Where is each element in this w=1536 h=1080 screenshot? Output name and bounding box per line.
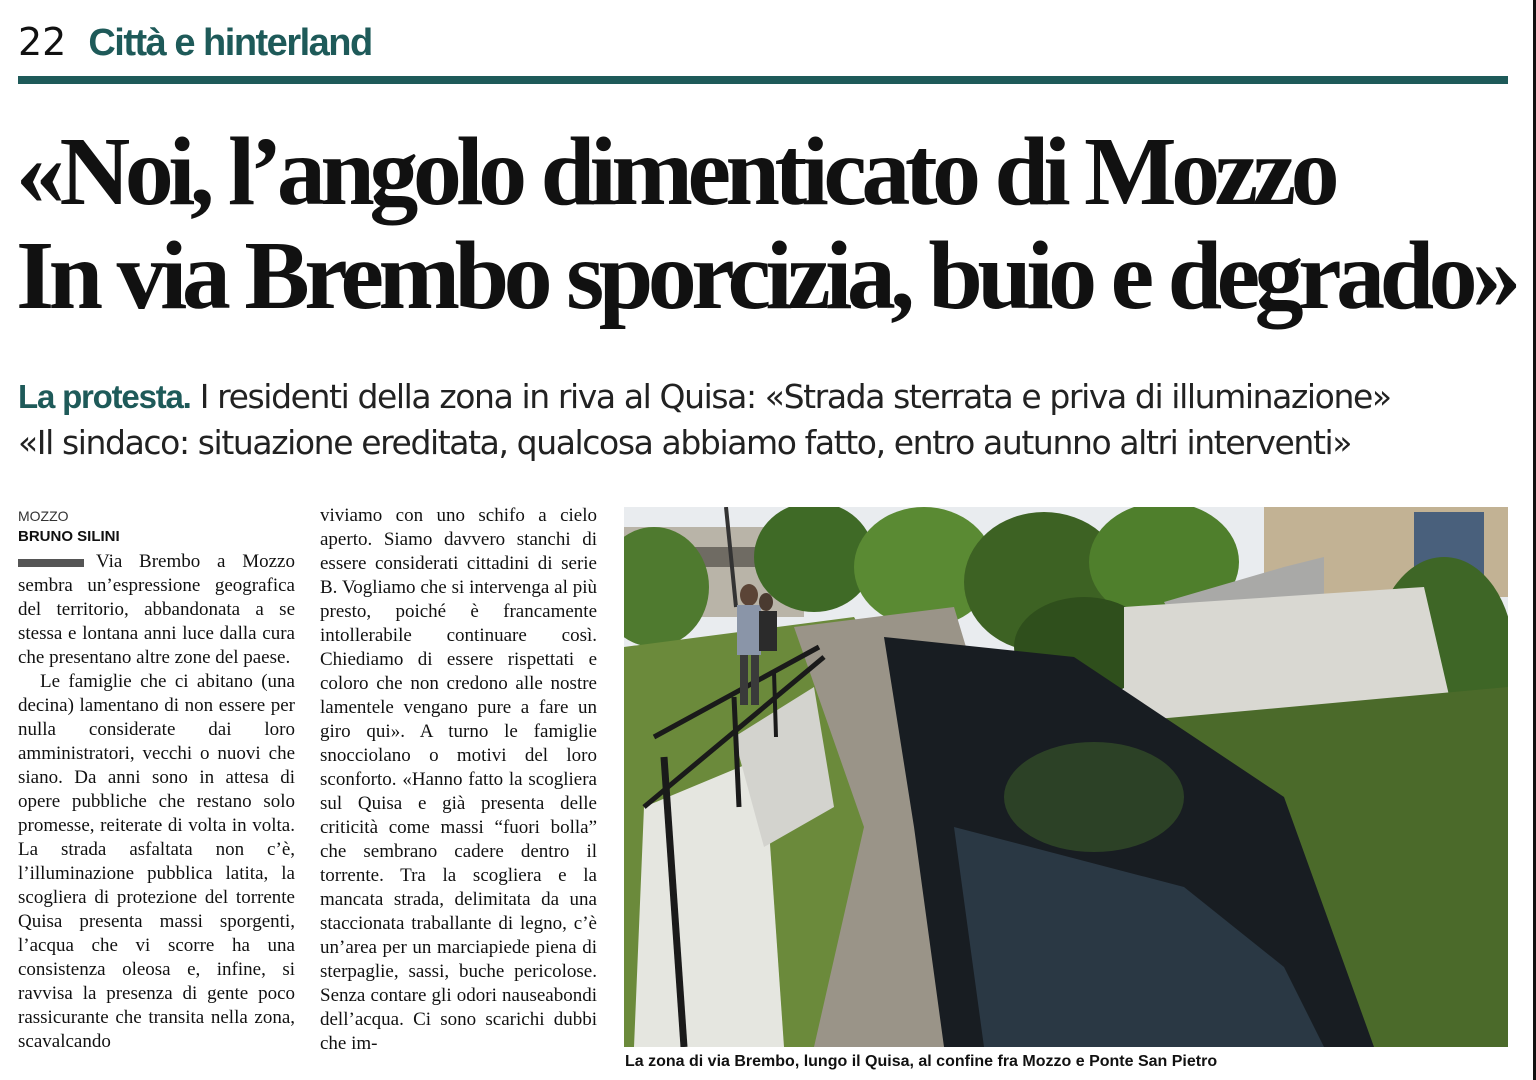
headline-line-1: «Noi, l’angolo dimenticato di Mozzo bbox=[16, 118, 1335, 226]
subhead-line-1 bbox=[18, 374, 1513, 420]
header-rule bbox=[18, 76, 1508, 84]
page-header bbox=[18, 20, 372, 68]
article-column-2 bbox=[320, 504, 597, 1056]
headline-line-2: In via Brembo sporcizia, buio e degrado» bbox=[16, 222, 1516, 330]
article-column-1 bbox=[18, 504, 295, 1054]
river-scene-illustration bbox=[624, 507, 1508, 1047]
dateline-place: MOZZO bbox=[18, 508, 69, 524]
subhead-text-1: I residenti della zona in riva al Quisa: «Strada sterrata e priva di illuminazione» bbox=[199, 377, 1391, 416]
lead-marker bbox=[18, 559, 84, 567]
headline bbox=[16, 120, 1516, 328]
subhead-kicker: La protesta. bbox=[18, 378, 191, 415]
photo-caption: La zona di via Brembo, lungo il Quisa, al confine fra Mozzo e Ponte San Pietro bbox=[625, 1053, 1218, 1070]
news-photo bbox=[624, 507, 1508, 1047]
article-paragraph: viviamo con uno schifo a cielo aperto. Siamo davvero stanchi di essere considerati cittadini di serie B. Vogliamo che si intervenga al più presto, poiché è francamente intollerabile continuare così. Chiediamo di essere rispettati e coloro che non credono alle nostre lamentele vengano pure a fare un giro qui». A turno le famiglie snocciolano o motivi del loro sconforto. «Hanno fatto la scogliera sul Quisa e già presenta delle criticità come massi “fuori bolla” che sembrano cadere dentro il torrente. Tra la scogliera e la mancata strada, delimitata da una staccionata traballante di legno, c’è un’area per un marciapiede piena di sterpaglie, sassi, buche pericolose. Senza contare gli odori nauseabondi dell’acqua. Ci sono scarichi dubbi che im- bbox=[320, 505, 597, 1054]
section-title: Città e hinterland bbox=[88, 22, 372, 64]
subheadline bbox=[18, 374, 1513, 466]
subhead-line-2: «Il sindaco: situazione ereditata, qualcosa abbiamo fatto, entro autunno altri interventi» bbox=[18, 423, 1352, 462]
page-number: 22 bbox=[18, 20, 67, 64]
article-paragraph bbox=[18, 550, 295, 670]
byline-author: BRUNO SILINI bbox=[18, 528, 120, 545]
article-paragraph-text: Via Brembo a Mozzo sembra un’espressione geografica del territorio, abbandonata a se stessa e lontana anni luce dalla cura che presentano altre zone del paese. bbox=[18, 551, 295, 668]
article-paragraph: Le famiglie che ci abitano (una decina) lamentano di non essere per nulla considerate dai loro amministratori, vecchi o nuovi che siano. Da anni sono in attesa di opere pubbliche che restano solo promesse, reiterate di volta in volta. La strada asfaltata non c’è, l’illuminazione pubblica latita, la scogliera di protezione del torrente Quisa presenta massi sporgenti, l’acqua che vi scorre ha una consistenza oleosa e, infine, si ravvisa la presenza di gente poco rassicurante che transita nella zona, scavalcando bbox=[18, 671, 295, 1052]
